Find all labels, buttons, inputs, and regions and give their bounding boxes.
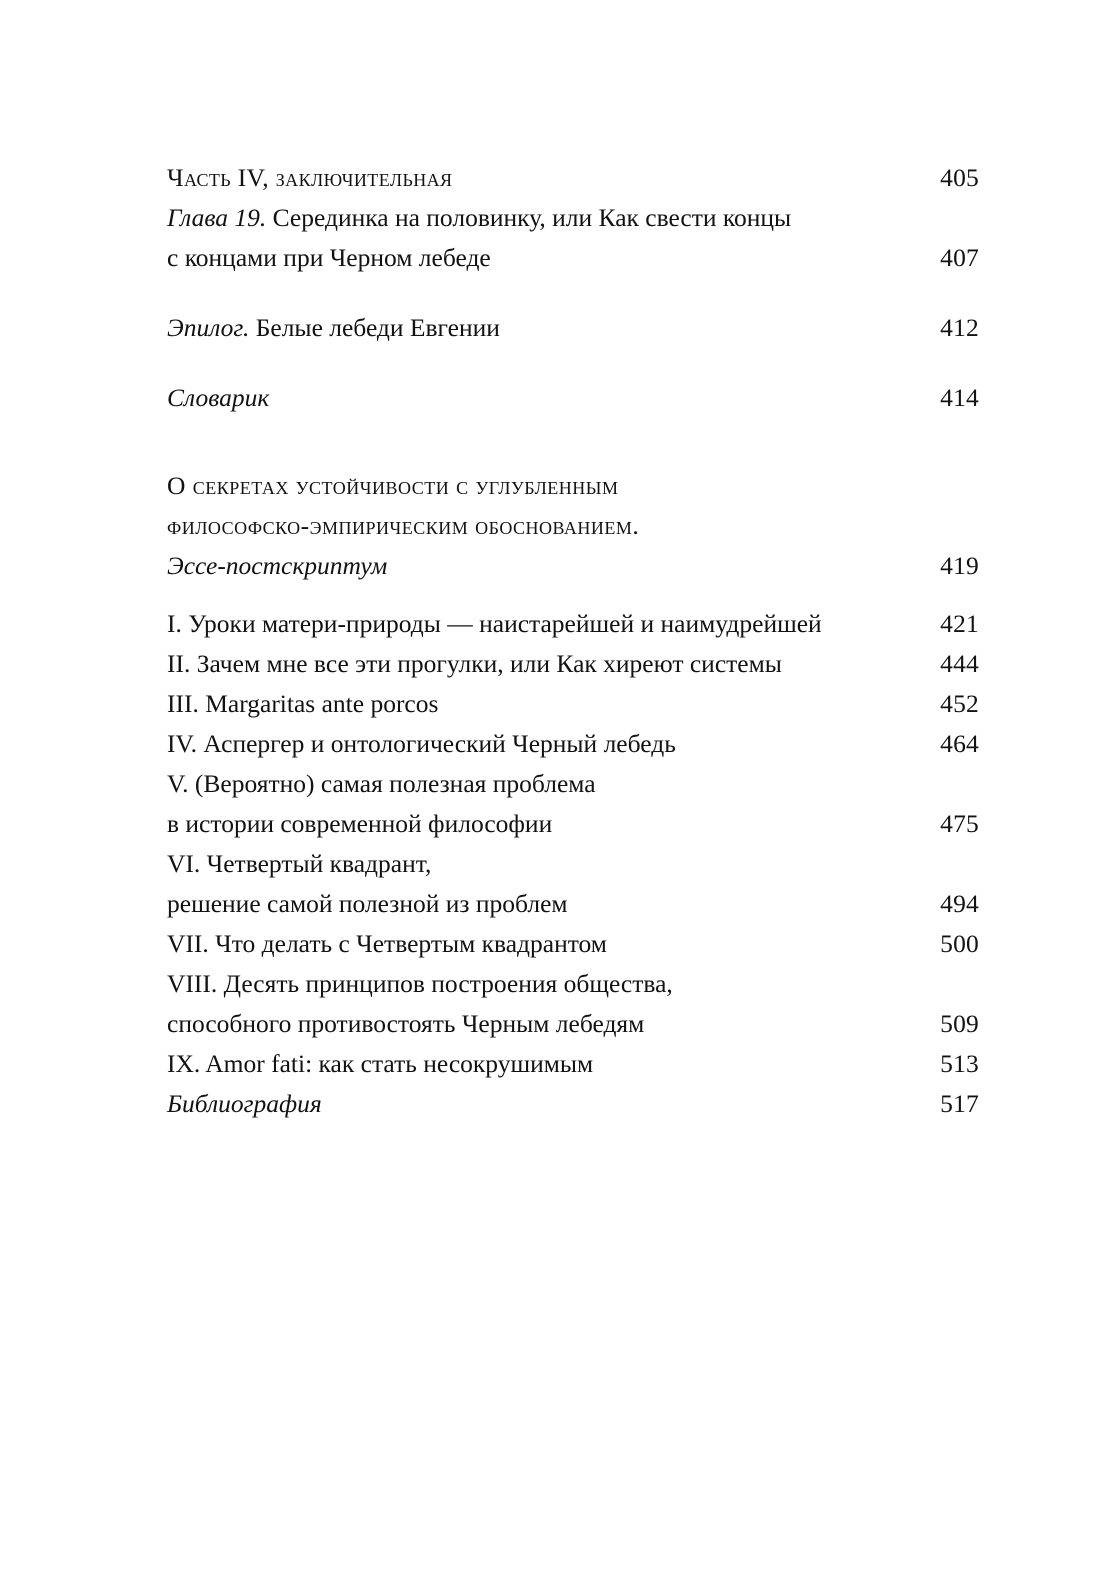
toc-entry-section-v-line-1[interactable] — [167, 764, 979, 804]
dot-leader — [783, 647, 924, 673]
toc-entry-title-italic-lead: Эпилог. — [167, 313, 250, 342]
toc-entry-title — [167, 308, 500, 348]
dot-leader — [501, 311, 924, 337]
toc-page-number: 412 — [940, 313, 979, 342]
toc-entry-essay-postscript[interactable] — [167, 546, 979, 586]
toc-entry-section-ix[interactable] — [167, 1044, 979, 1084]
toc-entry-title: VI. Четвертый квадрант, — [167, 849, 432, 878]
toc-entry-title: II. Зачем мне все эти прогулки, или Как хиреют системы — [167, 649, 782, 678]
toc-page-number: 464 — [940, 729, 979, 758]
toc-entry-section-vi-line-1[interactable] — [167, 844, 979, 884]
toc-page-number: 444 — [940, 649, 979, 678]
toc-page-number: 405 — [940, 163, 979, 192]
group-spacer — [167, 586, 979, 604]
toc-entry-title-continuation: в истории современной философии — [167, 809, 553, 838]
toc-entry-section-iv[interactable] — [167, 724, 979, 764]
toc-entry-section-i[interactable] — [167, 604, 979, 644]
toc-entry-title: IX. Amor fati: как стать несокрушимым — [167, 1049, 594, 1078]
toc-entry-title — [167, 198, 791, 238]
dot-leader — [569, 887, 924, 913]
toc-entry-section-vi-line-2[interactable] — [167, 884, 979, 924]
dot-leader — [594, 1047, 924, 1073]
toc-page-number: 419 — [940, 551, 979, 580]
dot-leader — [323, 1087, 924, 1113]
dot-leader — [823, 607, 924, 633]
toc-section-heading-text: О секретах устойчивости с углубленным — [167, 471, 619, 500]
toc-entry-title-continuation: с концами при Черном лебеде — [167, 243, 491, 272]
dot-leader — [388, 549, 924, 575]
toc-entry-title-rest: Серединка на половинку, или Как свести концы — [266, 203, 792, 232]
toc-entry-title: V. (Вероятно) самая полезная проблема — [167, 769, 596, 798]
toc-entry-chapter-19-line-2[interactable] — [167, 238, 979, 278]
toc-entry-title: IV. Аспергер и онтологический Черный лебедь — [167, 729, 676, 758]
toc-entry-title: VII. Что делать с Четвертым квадрантом — [167, 929, 607, 958]
toc-entry-section-viii-line-1[interactable] — [167, 964, 979, 1004]
toc-entry-title: Эссе-постскриптум — [167, 551, 388, 580]
toc-entry-section-vii[interactable] — [167, 924, 979, 964]
dot-leader — [270, 381, 924, 407]
toc-page-number: 494 — [940, 889, 979, 918]
toc-page-number: 513 — [940, 1049, 979, 1078]
toc-page-number: 509 — [940, 1009, 979, 1038]
toc-section-heading-line-2 — [167, 506, 979, 546]
table-of-contents — [167, 158, 979, 1124]
dot-leader — [553, 807, 924, 833]
toc-page-number: 500 — [940, 929, 979, 958]
toc-entry-title-rest: Белые лебеди Евгении — [249, 313, 500, 342]
toc-entry-title: Библиография — [167, 1089, 322, 1118]
toc-entry-section-v-line-2[interactable] — [167, 804, 979, 844]
section-spacer — [167, 418, 979, 466]
toc-page-number: 421 — [940, 609, 979, 638]
toc-page-number: 475 — [940, 809, 979, 838]
toc-entry-section-iii[interactable] — [167, 684, 979, 724]
toc-entry-title-continuation: способного противостоять Черным лебедям — [167, 1009, 645, 1038]
toc-entry-part-four[interactable] — [167, 158, 979, 198]
toc-entry-bibliography[interactable] — [167, 1084, 979, 1124]
toc-section-heading-line-1 — [167, 466, 979, 506]
toc-entry-title: III. Margaritas ante porcos — [167, 689, 439, 718]
dot-leader — [439, 687, 924, 713]
toc-entry-title-italic-lead: Глава 19. — [167, 203, 267, 232]
toc-entry-title: Словарик — [167, 383, 270, 412]
toc-entry-epilogue[interactable] — [167, 308, 979, 348]
dot-leader — [453, 161, 924, 187]
toc-section-heading-text: философско-эмпирическим обоснованием. — [167, 511, 640, 540]
toc-entry-title: VIII. Десять принципов построения общества, — [167, 969, 673, 998]
toc-page-number: 517 — [940, 1089, 979, 1118]
group-spacer — [167, 278, 979, 308]
dot-leader — [492, 241, 924, 267]
dot-leader — [645, 1007, 924, 1033]
group-spacer — [167, 348, 979, 378]
dot-leader — [608, 927, 924, 953]
dot-leader — [677, 727, 924, 753]
toc-entry-glossary[interactable] — [167, 378, 979, 418]
toc-entry-chapter-19-line-1[interactable] — [167, 198, 979, 238]
toc-entry-title: Часть IV, заключительная — [167, 163, 453, 192]
toc-page-number: 407 — [940, 243, 979, 272]
toc-entry-section-ii[interactable] — [167, 644, 979, 684]
toc-page-number: 414 — [940, 383, 979, 412]
toc-entry-title: I. Уроки матери-природы — наистарейшей и наимудрейшей — [167, 609, 822, 638]
toc-page-number: 452 — [940, 689, 979, 718]
toc-entry-title-continuation: решение самой полезной из проблем — [167, 889, 568, 918]
toc-entry-section-viii-line-2[interactable] — [167, 1004, 979, 1044]
